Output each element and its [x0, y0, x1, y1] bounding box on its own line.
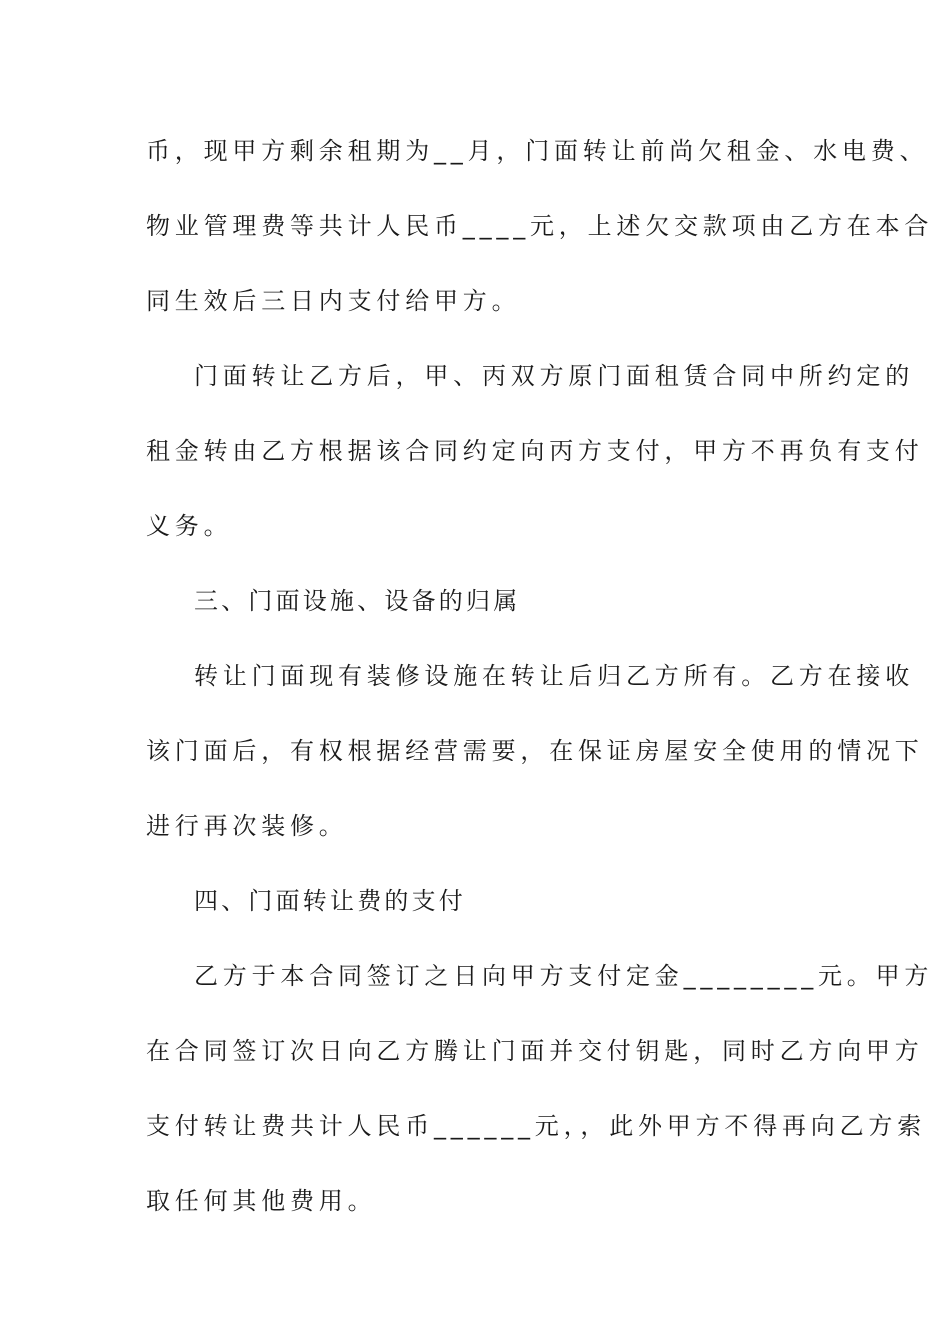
paragraph-line: 取任何其他费用。 [146, 1187, 377, 1215]
paragraph-line: 转让门面现有装修设施在转让后归乙方所有。乙方在接收 [194, 662, 914, 690]
paragraph-line: 义务。 [146, 512, 233, 540]
paragraph-line: 门面转让乙方后，甲、丙双方原门面租赁合同中所约定的 [194, 362, 914, 390]
section-heading: 四、门面转让费的支付 [194, 887, 466, 915]
paragraph-line: 进行再次装修。 [146, 812, 348, 840]
paragraph-line: 租金转由乙方根据该合同约定向丙方支付，甲方不再负有支付 [146, 437, 924, 465]
paragraph-line: 该门面后，有权根据经营需要，在保证房屋安全使用的情况下 [146, 737, 924, 765]
paragraph-line: 支付转让费共计人民币______元，，此外甲方不得再向乙方索 [146, 1112, 926, 1140]
paragraph-line: 物业管理费等共计人民币____元，上述欠交款项由乙方在本合 [146, 212, 934, 240]
paragraph-line: 同生效后三日内支付给甲方。 [146, 287, 521, 315]
section-heading: 三、门面设施、设备的归属 [194, 587, 521, 615]
paragraph-line: 在合同签订次日向乙方腾让门面并交付钥匙，同时乙方向甲方 [146, 1037, 924, 1065]
paragraph-line: 乙方于本合同签订之日向甲方支付定金________元。甲方 [194, 962, 934, 990]
paragraph-line: 币，现甲方剩余租期为__月，门面转让前尚欠租金、水电费、 [146, 137, 929, 165]
